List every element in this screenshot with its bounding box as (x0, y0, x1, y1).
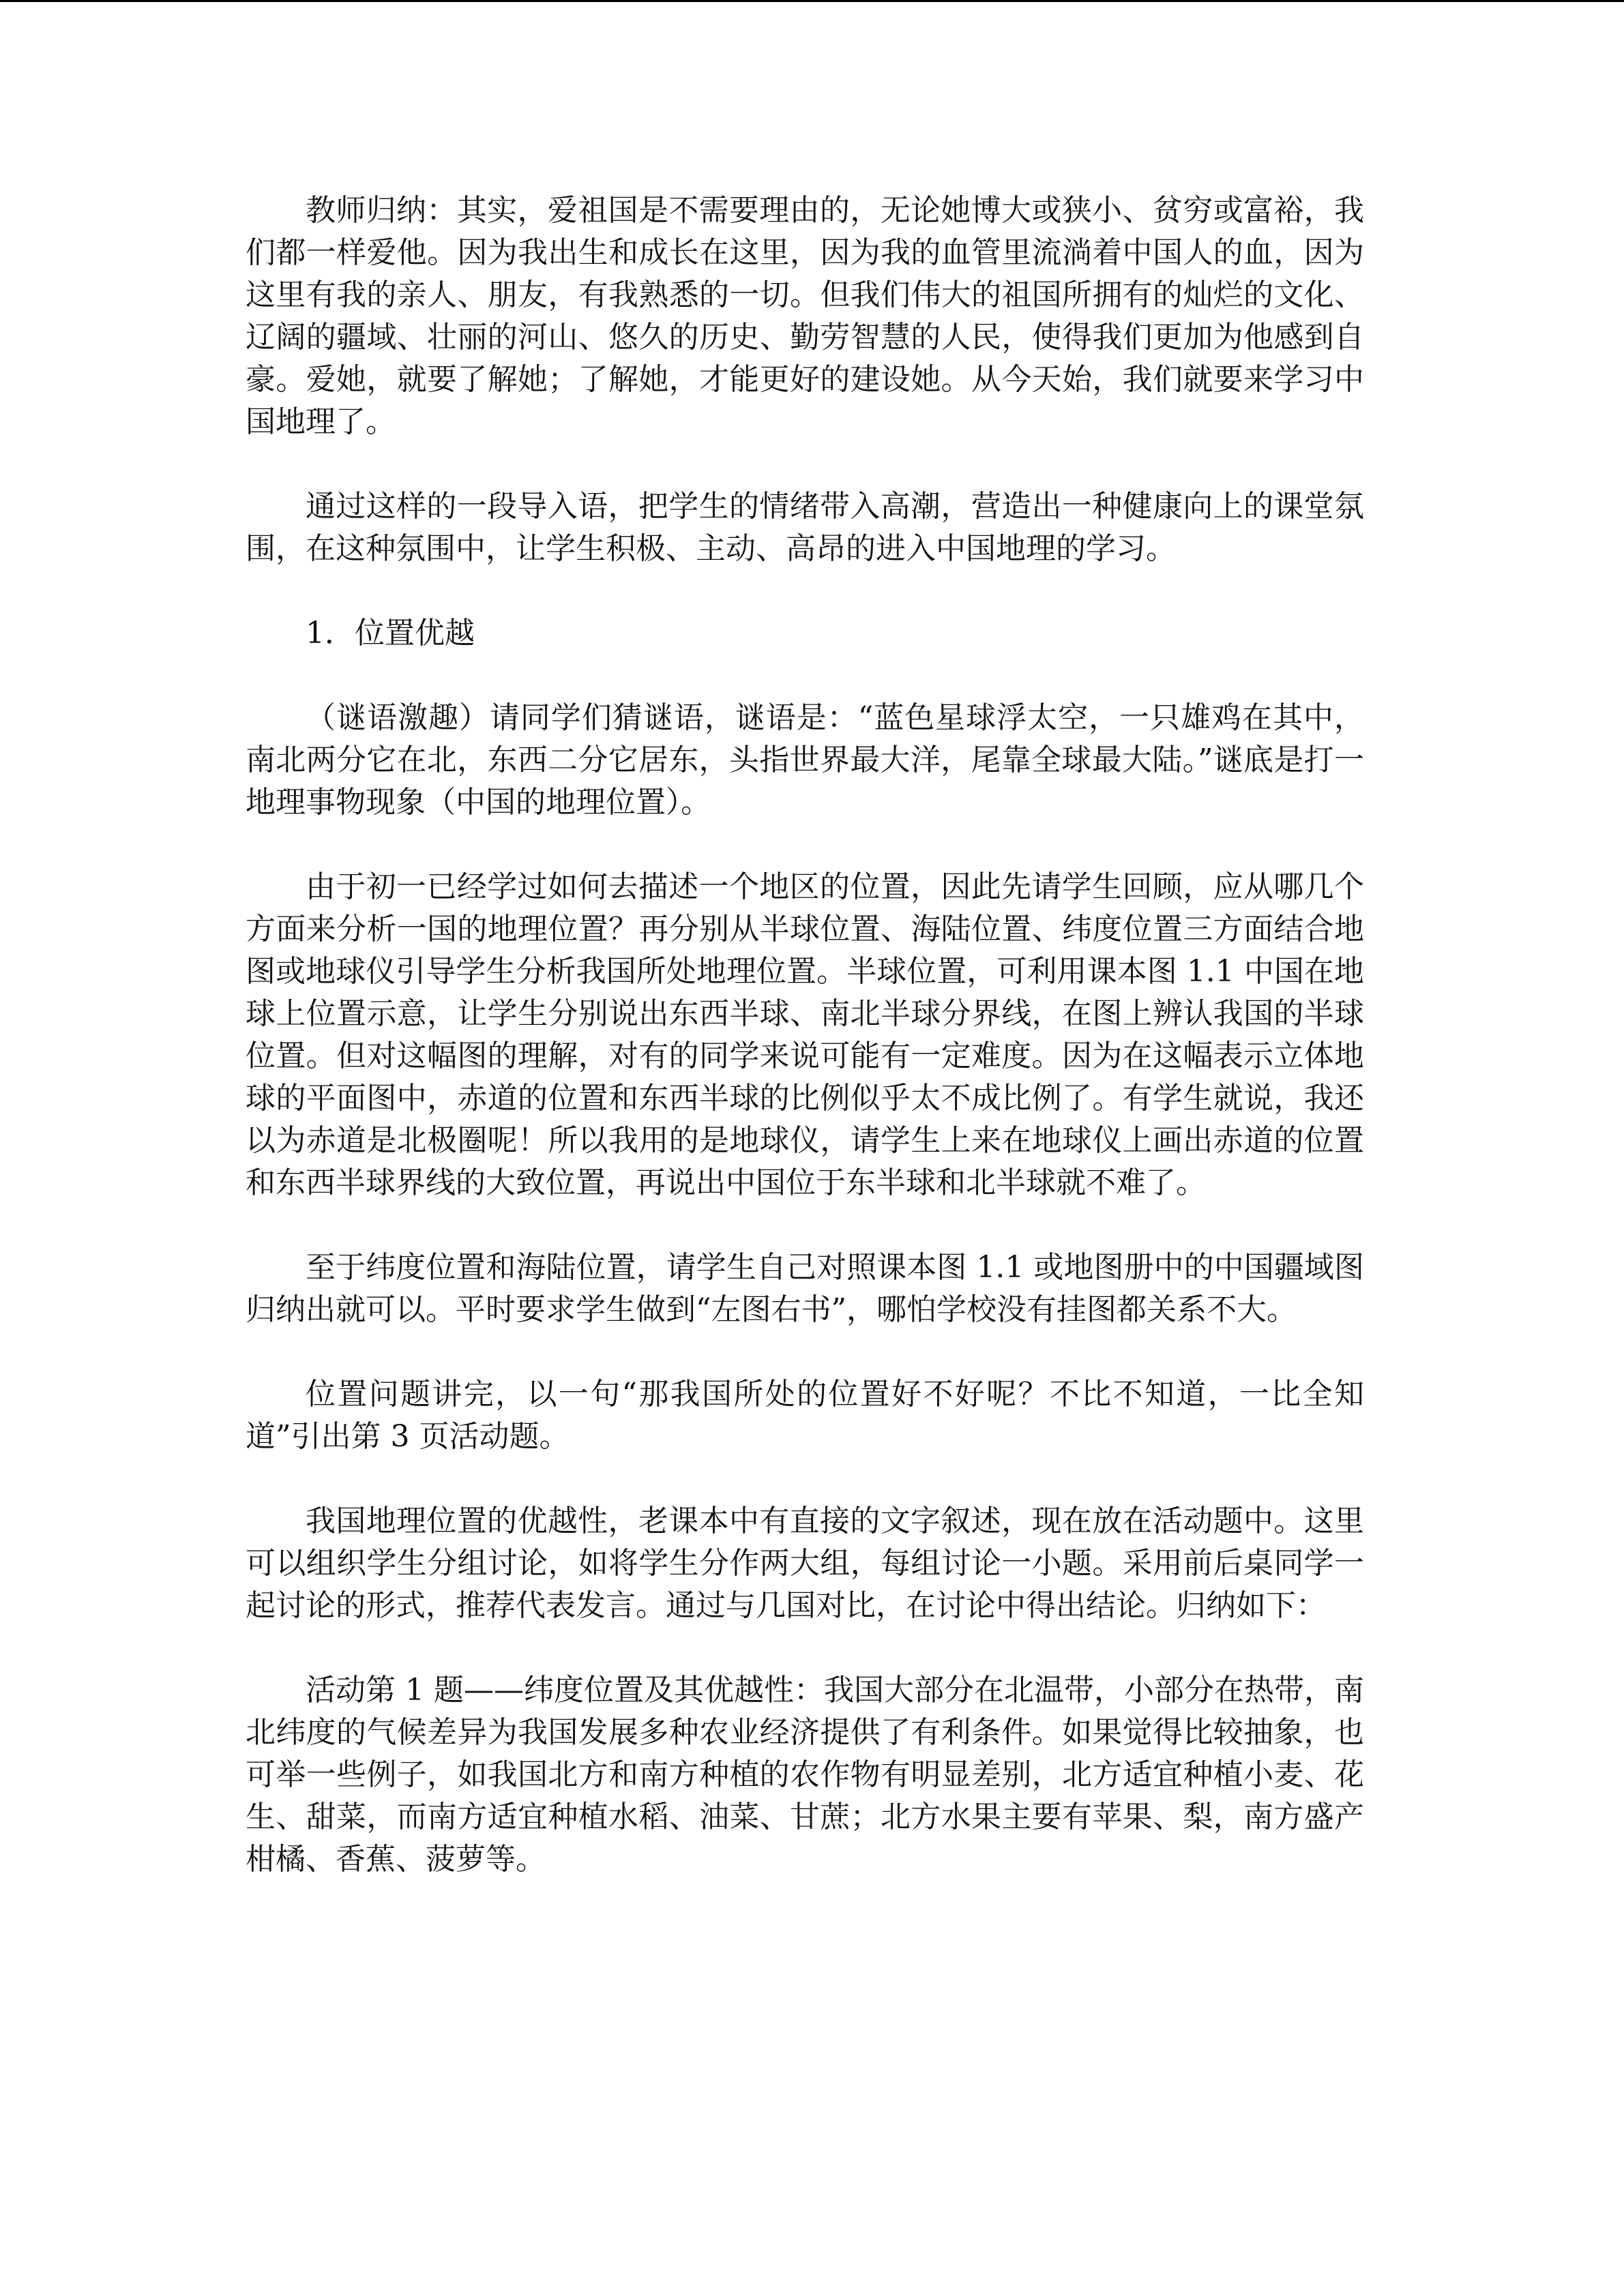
paragraph-group-discussion: 我国地理位置的优越性，老课本中有直接的文字叙述，现在放在活动题中。这里可以组织学生分组讨论，如将学生分作两大组，每组讨论一小题。采用前后桌同学一起讨论的形式，推荐代表发言。通过与几国对比，在讨论中得出结论。归纳如下： (246, 1504, 1364, 1623)
paragraph-teacher-summary: 教师归纳：其实，爱祖国是不需要理由的，无论她博大或狭小、贫穷或富裕，我们都一样爱他。因为我出生和成长在这里，因为我的血管里流淌着中国人的血，因为这里有我的亲人、朋友，有我熟悉的一切。但我们伟大的祖国所拥有的灿烂的文化、辽阔的疆域、壮丽的河山、悠久的历史、勤劳智慧的人民，使得我们更加为他感到自豪。爱她，就要了解她；了解她，才能更好的建设她。从今天始，我们就要来学习中国地理了。 (246, 193, 1364, 439)
document-body (246, 190, 1364, 1923)
paragraph-latitude-sea-land: 至于纬度位置和海陆位置，请学生自己对照课本图 1.1 或地图册中的中国疆域图归纳出就可以。平时要求学生做到“左图右书”，哪怕学校没有挂图都关系不大。 (246, 1250, 1364, 1327)
paragraph-riddle: （谜语激趣）请同学们猜谜语，谜语是：“蓝色星球浮太空，一只雄鸡在其中，南北两分它在北，东西二分它居东，头指世界最大洋，尾靠全球最大陆。”谜底是打一地理事物现象（中国的地理位置）。 (246, 700, 1364, 820)
paragraph-hemisphere-position: 由于初一已经学过如何去描述一个地区的位置，因此先请学生回顾，应从哪几个方面来分析一国的地理位置？再分别从半球位置、海陆位置、纬度位置三方面结合地图或地球仪引导学生分析我国所处地理位置。半球位置，可利用课本图 1.1 中国在地球上位置示意，让学生分别说出东西半球、南北半球分界线，在图上辨认我国的半球位置。但对这幅图的理解，对有的同学来说可能有一定难度。因为在这幅表示立体地球的平面图中，赤道的位置和东西半球的比例似乎太不成比例了。有学生就说，我还以为赤道是北极圈呢！所以我用的是地球仪，请学生上来在地球仪上画出赤道的位置和东西半球界线的大致位置，再说出中国位于东半球和北半球就不难了。 (246, 869, 1364, 1200)
paragraph-activity-intro: 位置问题讲完，以一句“那我国所处的位置好不好呢？不比不知道，一比全知道”引出第 3 页活动题。 (246, 1377, 1364, 1454)
paragraph-activity-1: 活动第 1 题——纬度位置及其优越性：我国大部分在北温带，小部分在热带，南北纬度的气候差异为我国发展多种农业经济提供了有利条件。如果觉得比较抽象，也可举一些例子，如我国北方和南方种植的农作物有明显差别，北方适宜种植小麦、花生、甜菜，而南方适宜种植水稻、油菜、甘蔗；北方水果主要有苹果、梨，南方盛产柑橘、香蕉、菠萝等。 (246, 1673, 1364, 1877)
paragraph-intro-effect: 通过这样的一段导入语，把学生的情绪带入高潮，营造出一种健康向上的课堂氛围，在这种氛围中，让学生积极、主动、高昂的进入中国地理的学习。 (246, 489, 1364, 566)
section-heading-location: 1．位置优越 (306, 616, 475, 651)
